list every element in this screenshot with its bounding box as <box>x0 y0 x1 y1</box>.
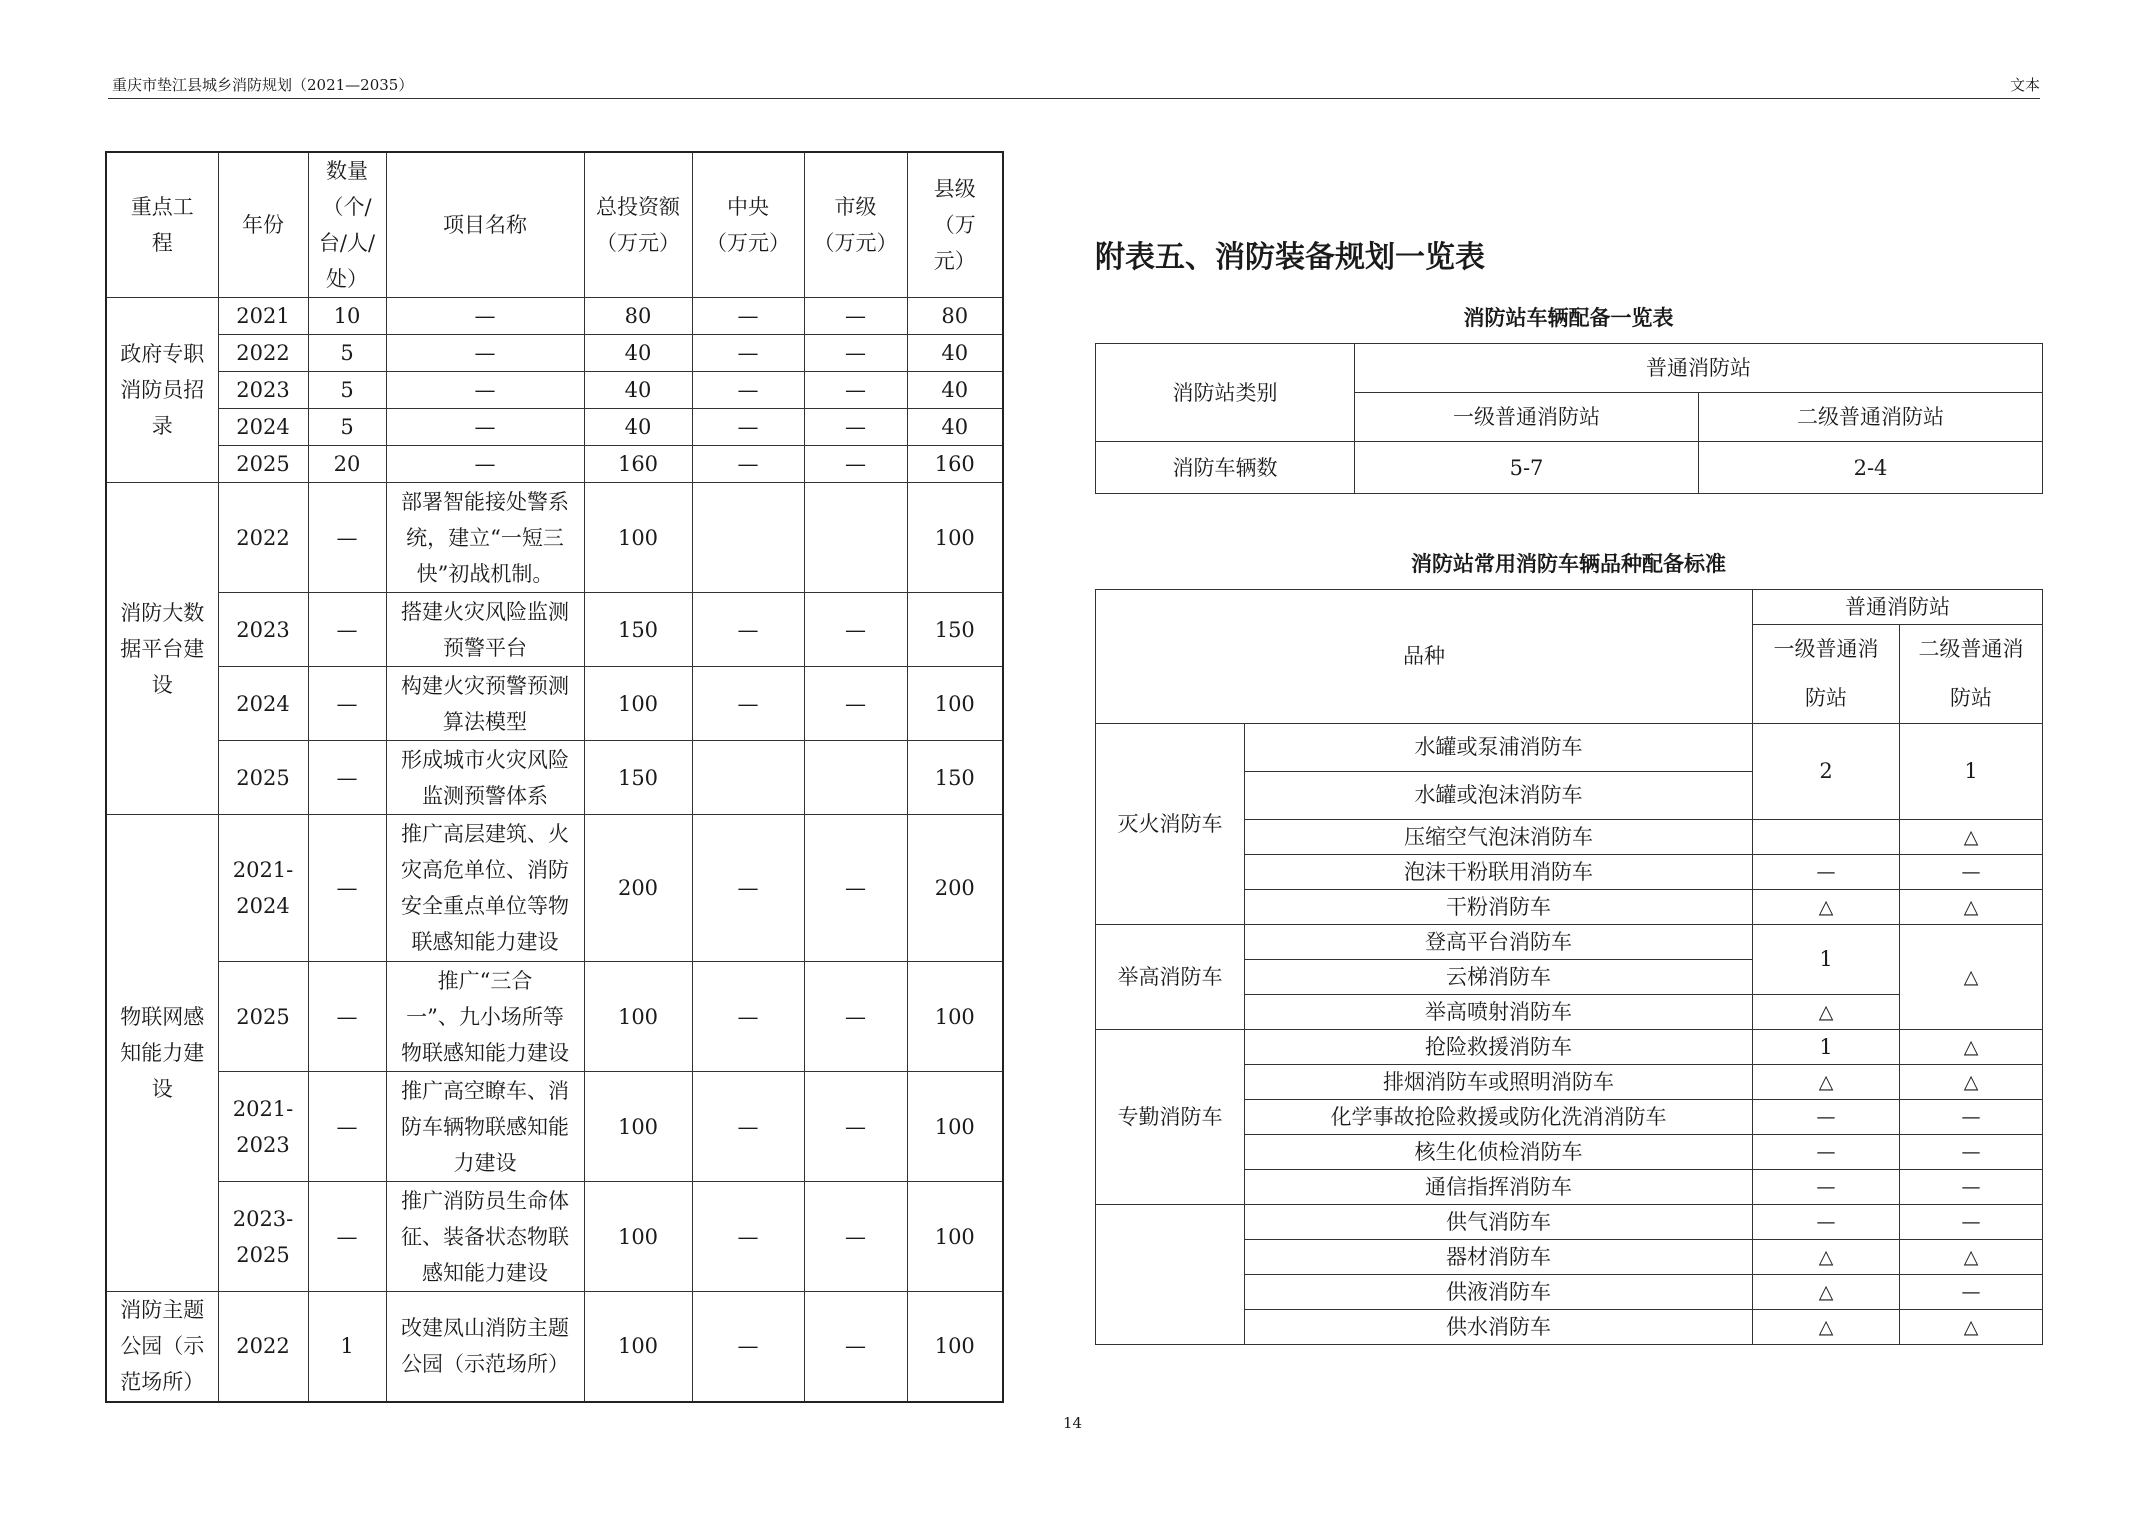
item-cell: — <box>386 335 584 372</box>
table-row <box>1096 925 2043 960</box>
total-cell: 200 <box>584 815 692 962</box>
variety-cell: 登高平台消防车 <box>1245 925 1753 960</box>
value-cell: △ <box>1753 890 1900 925</box>
value-cell: 2 <box>1753 724 1900 820</box>
value-cell: 1 <box>1753 1030 1900 1065</box>
year-cell: 2022 <box>218 1292 308 1402</box>
year-cell: 2021- 2023 <box>218 1072 308 1182</box>
table-row <box>106 372 1003 409</box>
value-cell: △ <box>1900 925 2043 1030</box>
quantity-cell: 1 <box>308 1292 386 1402</box>
variety-header-cell: 品种 <box>1096 590 1753 724</box>
table-row <box>1096 344 2043 393</box>
year-cell: 2023 <box>218 372 308 409</box>
project-cell: 政府专职 消防员招 录 <box>106 298 218 483</box>
table-row <box>1096 724 2043 772</box>
project-cell: 消防大数 据平台建 设 <box>106 483 218 815</box>
row-label-cell: 消防车辆数 <box>1096 442 1355 494</box>
header-cell: 总投资额 （万元） <box>584 152 692 298</box>
total-cell: 40 <box>584 372 692 409</box>
total-cell: 100 <box>584 962 692 1072</box>
total-cell: 150 <box>584 593 692 667</box>
item-cell: 推广“三合 一”、九小场所等 物联感知能力建设 <box>386 962 584 1072</box>
quantity-cell: — <box>308 483 386 593</box>
county-cell: 100 <box>907 962 1003 1072</box>
central-cell: — <box>692 1292 804 1402</box>
category-cell: 举高消防车 <box>1096 925 1245 1030</box>
vehicle-variety-table <box>1095 589 2043 1345</box>
central-cell: — <box>692 962 804 1072</box>
quantity-cell: — <box>308 1182 386 1292</box>
value-cell: 2-4 <box>1699 442 2043 494</box>
table-row <box>106 962 1003 1072</box>
total-cell: 100 <box>584 1072 692 1182</box>
year-cell: 2021 <box>218 298 308 335</box>
value-cell: — <box>1753 1205 1900 1240</box>
total-cell: 100 <box>584 483 692 593</box>
document-header-title: 重庆市垫江县城乡消防规划（2021—2035） <box>112 76 414 94</box>
value-cell: — <box>1753 1100 1900 1135</box>
county-cell: 200 <box>907 815 1003 962</box>
county-cell: 40 <box>907 335 1003 372</box>
value-cell: 1 <box>1753 925 1900 995</box>
appendix-title: 附表五、消防装备规划一览表 <box>1095 240 1485 275</box>
central-cell: — <box>692 1072 804 1182</box>
value-cell: — <box>1753 1135 1900 1170</box>
table-row <box>106 1182 1003 1292</box>
value-cell: △ <box>1753 1310 1900 1345</box>
year-cell: 2025 <box>218 446 308 483</box>
county-cell: 150 <box>907 741 1003 815</box>
quantity-cell: — <box>308 962 386 1072</box>
category-cell: 专勤消防车 <box>1096 1030 1245 1205</box>
city-cell: — <box>804 667 907 741</box>
city-cell: — <box>804 446 907 483</box>
variety-cell: 举高喷射消防车 <box>1245 995 1753 1030</box>
table-row <box>106 815 1003 962</box>
group-header-cell: 普通消防站 <box>1753 590 2043 625</box>
year-cell: 2024 <box>218 667 308 741</box>
county-cell: 100 <box>907 1072 1003 1182</box>
quantity-cell: 5 <box>308 335 386 372</box>
table-row <box>106 446 1003 483</box>
value-cell <box>1753 820 1900 855</box>
value-cell: — <box>1900 1135 2043 1170</box>
quantity-cell: 5 <box>308 409 386 446</box>
item-cell: 推广消防员生命体 征、装备状态物联 感知能力建设 <box>386 1182 584 1292</box>
header-cell: 中央 （万元） <box>692 152 804 298</box>
city-cell: — <box>804 962 907 1072</box>
value-cell: △ <box>1900 1065 2043 1100</box>
central-cell: — <box>692 667 804 741</box>
value-cell: △ <box>1753 1065 1900 1100</box>
year-cell: 2021- 2024 <box>218 815 308 962</box>
city-cell: — <box>804 1182 907 1292</box>
header-cell: 重点工 程 <box>106 152 218 298</box>
total-cell: 80 <box>584 298 692 335</box>
value-cell: △ <box>1900 1240 2043 1275</box>
year-cell: 2023 <box>218 593 308 667</box>
quantity-cell: — <box>308 1072 386 1182</box>
variety-cell: 压缩空气泡沫消防车 <box>1245 820 1753 855</box>
variety-cell: 干粉消防车 <box>1245 890 1753 925</box>
value-cell: △ <box>1900 820 2043 855</box>
county-cell: 40 <box>907 372 1003 409</box>
table-row <box>106 335 1003 372</box>
city-cell: — <box>804 298 907 335</box>
item-cell: 推广高层建筑、火 灾高危单位、消防 安全重点单位等物 联感知能力建设 <box>386 815 584 962</box>
value-cell: — <box>1900 1205 2043 1240</box>
city-cell: — <box>804 372 907 409</box>
variety-cell: 器材消防车 <box>1245 1240 1753 1275</box>
total-cell: 150 <box>584 741 692 815</box>
county-cell: 80 <box>907 298 1003 335</box>
central-cell: — <box>692 815 804 962</box>
quantity-cell: — <box>308 667 386 741</box>
quantity-cell: 10 <box>308 298 386 335</box>
document-header-section: 文本 <box>2009 76 2040 94</box>
variety-cell: 供气消防车 <box>1245 1205 1753 1240</box>
year-cell: 2024 <box>218 409 308 446</box>
value-cell: 5-7 <box>1355 442 1699 494</box>
item-cell: 推广高空瞭车、消 防车辆物联感知能 力建设 <box>386 1072 584 1182</box>
header-cell: 年份 <box>218 152 308 298</box>
item-cell: — <box>386 372 584 409</box>
variety-cell: 泡沫干粉联用消防车 <box>1245 855 1753 890</box>
project-cell: 物联网感 知能力建 设 <box>106 815 218 1292</box>
central-cell: — <box>692 335 804 372</box>
central-cell <box>692 741 804 815</box>
value-cell: △ <box>1753 1275 1900 1310</box>
year-cell: 2022 <box>218 483 308 593</box>
total-cell: 100 <box>584 667 692 741</box>
variety-cell: 核生化侦检消防车 <box>1245 1135 1753 1170</box>
header-cell: 二级普通消 防站 <box>1900 625 2043 724</box>
total-cell: 40 <box>584 335 692 372</box>
header-cell: 一级普通消防站 <box>1355 393 1699 442</box>
year-cell: 2025 <box>218 741 308 815</box>
vehicle-table-title: 消防站车辆配备一览表 <box>1463 306 1674 330</box>
table-row <box>106 593 1003 667</box>
county-cell: 40 <box>907 409 1003 446</box>
header-cell: 数量 （个/ 台/人/ 处） <box>308 152 386 298</box>
value-cell: △ <box>1900 1310 2043 1345</box>
county-cell: 100 <box>907 1292 1003 1402</box>
city-cell: — <box>804 1292 907 1402</box>
county-cell: 100 <box>907 667 1003 741</box>
city-cell <box>804 741 907 815</box>
variety-cell: 供水消防车 <box>1245 1310 1753 1345</box>
group-header-cell: 普通消防站 <box>1355 344 2043 393</box>
central-cell: — <box>692 593 804 667</box>
header-cell: 市级 （万元） <box>804 152 907 298</box>
county-cell: 100 <box>907 483 1003 593</box>
value-cell: — <box>1900 1275 2043 1310</box>
total-cell: 100 <box>584 1182 692 1292</box>
table-row <box>106 298 1003 335</box>
year-cell: 2022 <box>218 335 308 372</box>
variety-cell: 化学事故抢险救援或防化洗消消防车 <box>1245 1100 1753 1135</box>
header-cell: 项目名称 <box>386 152 584 298</box>
table-row <box>1096 590 2043 625</box>
header-cell: 一级普通消 防站 <box>1753 625 1900 724</box>
city-cell: — <box>804 1072 907 1182</box>
total-cell: 160 <box>584 446 692 483</box>
item-cell: 形成城市火灾风险 监测预警体系 <box>386 741 584 815</box>
value-cell: — <box>1900 1100 2043 1135</box>
table-row <box>106 741 1003 815</box>
item-cell: 搭建火灾风险监测 预警平台 <box>386 593 584 667</box>
central-cell: — <box>692 446 804 483</box>
category-cell <box>1096 1205 1245 1345</box>
table-row <box>1096 442 2043 494</box>
year-cell: 2023- 2025 <box>218 1182 308 1292</box>
city-cell: — <box>804 335 907 372</box>
year-cell: 2025 <box>218 962 308 1072</box>
total-cell: 40 <box>584 409 692 446</box>
table-row <box>106 1072 1003 1182</box>
item-cell: — <box>386 298 584 335</box>
value-cell: △ <box>1900 890 2043 925</box>
page-number: 14 <box>1062 1414 1083 1432</box>
variety-cell: 抢险救援消防车 <box>1245 1030 1753 1065</box>
investment-table <box>105 151 1004 1403</box>
quantity-cell: — <box>308 815 386 962</box>
variety-cell: 供液消防车 <box>1245 1275 1753 1310</box>
city-cell: — <box>804 815 907 962</box>
header-cell: 二级普通消防站 <box>1699 393 2043 442</box>
central-cell: — <box>692 409 804 446</box>
header-cell: 县级 （万 元） <box>907 152 1003 298</box>
value-cell: 1 <box>1900 724 2043 820</box>
item-cell: 改建凤山消防主题 公园（示范场所） <box>386 1292 584 1402</box>
city-cell <box>804 483 907 593</box>
value-cell: — <box>1900 1170 2043 1205</box>
central-cell: — <box>692 372 804 409</box>
table-row <box>106 409 1003 446</box>
item-cell: 部署智能接处警系 统，建立“一短三 快”初战机制。 <box>386 483 584 593</box>
table-row <box>1096 1205 2043 1240</box>
value-cell: — <box>1753 1170 1900 1205</box>
table-row <box>1096 1030 2043 1065</box>
quantity-cell: 5 <box>308 372 386 409</box>
county-cell: 100 <box>907 1182 1003 1292</box>
variety-cell: 水罐或泵浦消防车 <box>1245 724 1753 772</box>
variety-table-title: 消防站常用消防车辆品种配备标准 <box>1411 552 1726 576</box>
category-cell: 灭火消防车 <box>1096 724 1245 925</box>
quantity-cell: 20 <box>308 446 386 483</box>
city-cell: — <box>804 593 907 667</box>
table-row <box>106 667 1003 741</box>
vehicle-count-table <box>1095 343 2043 494</box>
item-cell: — <box>386 409 584 446</box>
central-cell: — <box>692 1182 804 1292</box>
variety-cell: 水罐或泡沫消防车 <box>1245 772 1753 820</box>
total-cell: 100 <box>584 1292 692 1402</box>
table-row <box>106 1292 1003 1402</box>
item-cell: 构建火灾预警预测 算法模型 <box>386 667 584 741</box>
value-cell: △ <box>1900 1030 2043 1065</box>
value-cell: △ <box>1753 1240 1900 1275</box>
table-row <box>106 483 1003 593</box>
quantity-cell: — <box>308 741 386 815</box>
county-cell: 160 <box>907 446 1003 483</box>
central-cell <box>692 483 804 593</box>
category-label-cell: 消防站类别 <box>1096 344 1355 442</box>
quantity-cell: — <box>308 593 386 667</box>
city-cell: — <box>804 409 907 446</box>
value-cell: — <box>1753 855 1900 890</box>
value-cell: — <box>1900 855 2043 890</box>
header-divider <box>108 98 2040 99</box>
variety-cell: 排烟消防车或照明消防车 <box>1245 1065 1753 1100</box>
variety-cell: 通信指挥消防车 <box>1245 1170 1753 1205</box>
county-cell: 150 <box>907 593 1003 667</box>
value-cell: △ <box>1753 995 1900 1030</box>
table-header-row <box>106 152 1003 298</box>
project-cell: 消防主题 公园（示 范场所） <box>106 1292 218 1402</box>
central-cell: — <box>692 298 804 335</box>
variety-cell: 云梯消防车 <box>1245 960 1753 995</box>
item-cell: — <box>386 446 584 483</box>
